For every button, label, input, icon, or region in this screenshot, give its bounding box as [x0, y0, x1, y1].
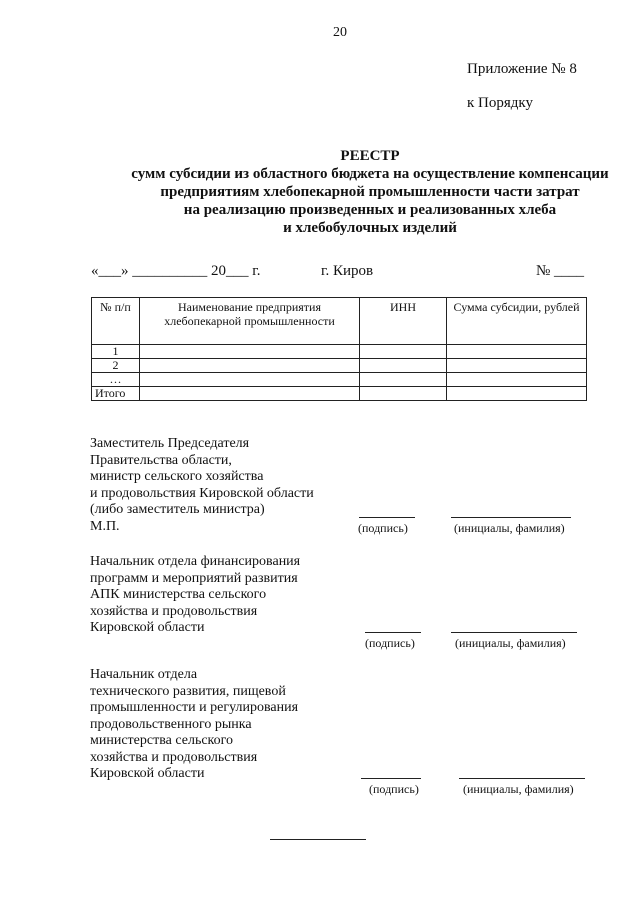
- table-row: [92, 359, 587, 373]
- order-reference: к Порядку: [467, 95, 533, 111]
- table-cell: [140, 387, 360, 401]
- signatory-line: продовольственного рынка: [90, 716, 252, 732]
- signatory-line: хозяйства и продовольствия: [90, 749, 258, 765]
- table-cell: [360, 373, 447, 387]
- signatory-deputy-chairman: [90, 436, 314, 535]
- name-caption: (инициалы, фамилия): [463, 782, 574, 796]
- column-header: ИНН: [360, 298, 447, 345]
- signature-line: [359, 517, 415, 518]
- signatory-line: Начальник отдела финансирования: [90, 554, 301, 569]
- table-header-row: [92, 298, 587, 345]
- table-cell: [360, 387, 447, 401]
- signatory-line: Заместитель Председателя: [90, 436, 250, 451]
- name-line: [459, 778, 585, 779]
- title-line: на реализацию произведенных и реализованных хлеба: [183, 202, 557, 218]
- table-cell: [360, 359, 447, 373]
- table-cell: [140, 359, 360, 373]
- city-label: г. Киров: [321, 263, 374, 279]
- signatory-line: технического развития, пищевой: [90, 683, 286, 699]
- table-cell: [447, 387, 587, 401]
- signatory-line: программ и мероприятий развития: [90, 570, 298, 586]
- name-line: [451, 632, 577, 633]
- end-divider: [270, 839, 366, 840]
- signatory-line: промышленности и регулирования: [90, 700, 299, 715]
- signatory-line: Правительства области,: [90, 452, 232, 468]
- signature-caption: (подпись): [369, 782, 419, 796]
- page-number: 20: [333, 25, 347, 40]
- signature-line: [361, 778, 421, 779]
- document-title: [30, 147, 640, 237]
- column-header: Наименование предприятия хлебопекарной промышленности: [140, 298, 360, 345]
- title-line: сумм субсидии из областного бюджета на осуществление компенсации: [131, 166, 609, 182]
- date-field: «___» __________ 20___ г.: [91, 263, 261, 279]
- signatory-line: министерства сельского: [90, 733, 234, 748]
- registry-number: № ____: [536, 263, 585, 279]
- table-cell: [140, 373, 360, 387]
- appendix-label: Приложение № 8: [467, 61, 577, 77]
- signatory-line: М.П.: [90, 518, 120, 534]
- table-cell: Итого: [92, 387, 140, 401]
- title-line: и хлебобулочных изделий: [283, 220, 457, 236]
- signatory-line: Кировской области: [90, 766, 205, 781]
- table-cell: [360, 345, 447, 359]
- table-cell: …: [92, 373, 140, 387]
- table-cell: [447, 345, 587, 359]
- signatory-technical-head: [90, 667, 298, 783]
- title-line: предприятиям хлебопекарной промышленности части затрат: [160, 184, 580, 200]
- name-caption: (инициалы, фамилия): [454, 521, 565, 535]
- signature-caption: (подпись): [358, 521, 408, 535]
- table-cell: 1: [92, 345, 140, 359]
- signatory-line: Кировской области: [90, 620, 205, 635]
- signature-caption: (подпись): [365, 636, 415, 650]
- name-caption: (инициалы, фамилия): [455, 636, 566, 650]
- signatory-line: АПК министерства сельского: [90, 587, 267, 602]
- column-header: № п/п: [92, 298, 140, 345]
- signatory-line: хозяйства и продовольствия: [90, 603, 258, 619]
- title-heading: РЕЕСТР: [340, 148, 400, 164]
- column-header: Сумма субсидии, рублей: [447, 298, 587, 345]
- signatory-line: (либо заместитель министра): [90, 502, 265, 517]
- table-total-row: [92, 387, 587, 401]
- table-cell: [140, 345, 360, 359]
- table-cell: 2: [92, 359, 140, 373]
- table-row: [92, 345, 587, 359]
- signature-line: [365, 632, 421, 633]
- signatory-line: Начальник отдела: [90, 667, 198, 682]
- table-cell: [447, 359, 587, 373]
- table-cell: [447, 373, 587, 387]
- registry-table: [91, 297, 587, 401]
- table-row: [92, 373, 587, 387]
- signatory-line: и продовольствия Кировской области: [90, 485, 314, 501]
- name-line: [451, 517, 571, 518]
- signatory-line: министр сельского хозяйства: [90, 469, 264, 484]
- signatory-finance-head: [90, 554, 300, 637]
